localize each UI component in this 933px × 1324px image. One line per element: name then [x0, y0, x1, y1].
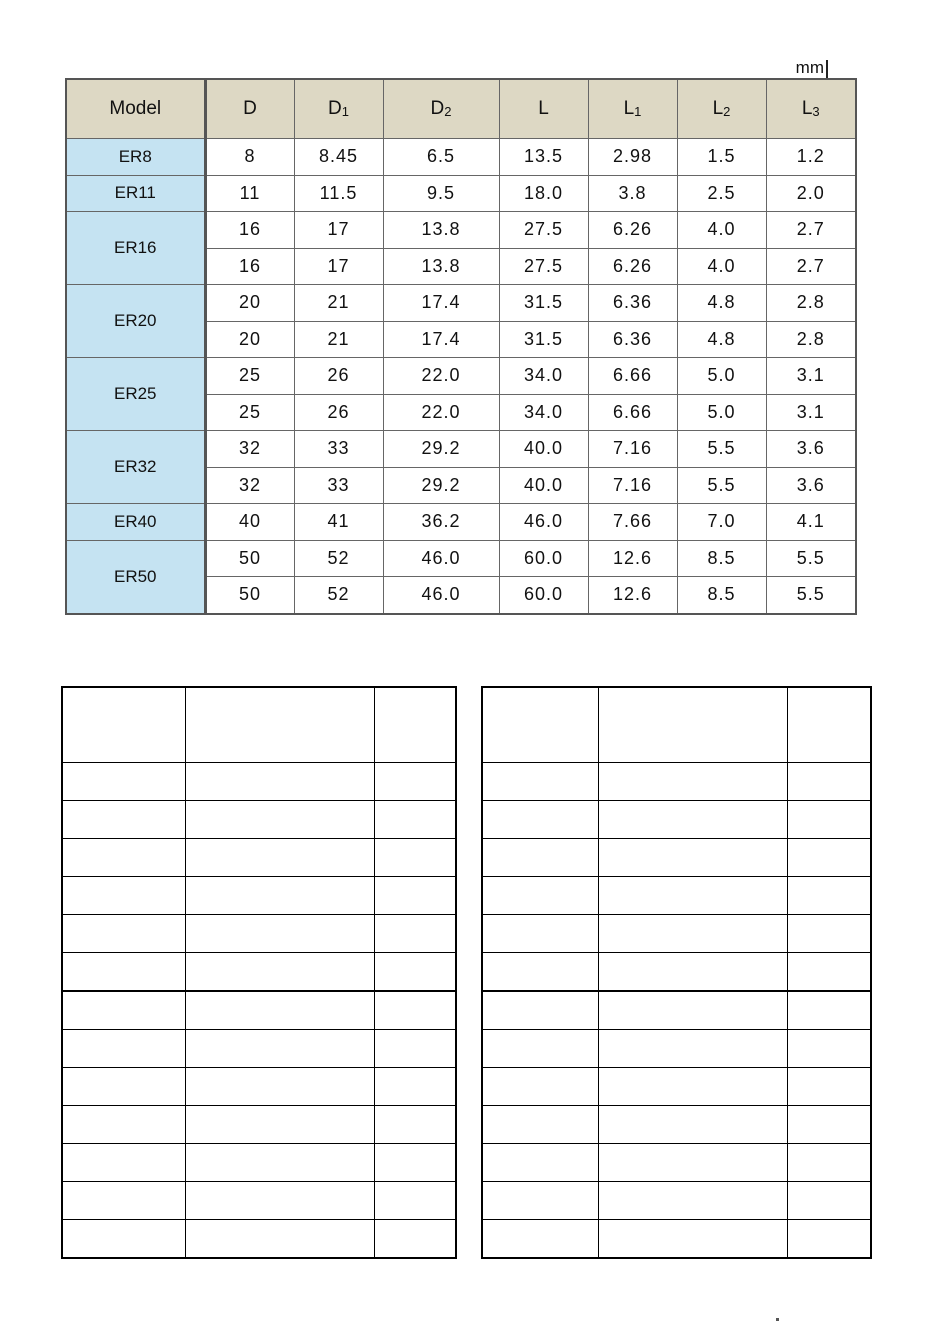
value-cell: 6.5	[383, 139, 499, 176]
value-cell: 46.0	[383, 577, 499, 614]
blank-cell	[598, 877, 787, 915]
model-cell: ER50	[66, 540, 205, 614]
blank-row	[62, 839, 456, 877]
value-cell: 33	[294, 431, 383, 468]
blank-cell	[598, 1144, 787, 1182]
value-cell: 3.6	[766, 431, 856, 468]
value-cell: 13.8	[383, 212, 499, 249]
spec-table-body	[66, 139, 856, 614]
blank-cell	[482, 1106, 598, 1144]
value-cell: 3.1	[766, 394, 856, 431]
blank-cell	[185, 877, 374, 915]
value-cell: 6.26	[588, 248, 677, 285]
blank-cell	[185, 1106, 374, 1144]
model-cell: ER20	[66, 285, 205, 358]
blank-form-table-right	[481, 686, 872, 1259]
blank-cell	[62, 991, 185, 1030]
value-cell: 2.98	[588, 139, 677, 176]
blank-cell	[62, 1182, 185, 1220]
blank-cell	[482, 915, 598, 953]
value-cell: 34.0	[499, 394, 588, 431]
blank-cell	[482, 801, 598, 839]
value-cell: 50	[205, 540, 294, 577]
blank-cell	[62, 1220, 185, 1259]
value-cell: 2.5	[677, 175, 766, 212]
blank-cell	[185, 1144, 374, 1182]
value-cell: 4.8	[677, 321, 766, 358]
value-cell: 17	[294, 212, 383, 249]
blank-cell	[787, 801, 871, 839]
value-cell: 46.0	[383, 540, 499, 577]
blank-cell	[374, 687, 456, 763]
value-cell: 17	[294, 248, 383, 285]
value-cell: 1.2	[766, 139, 856, 176]
blank-cell	[62, 801, 185, 839]
value-cell: 17.4	[383, 321, 499, 358]
table-row	[66, 540, 856, 577]
value-cell: 9.5	[383, 175, 499, 212]
value-cell: 40	[205, 504, 294, 541]
blank-cell	[598, 915, 787, 953]
value-cell: 6.66	[588, 394, 677, 431]
blank-row	[62, 1030, 456, 1068]
value-cell: 18.0	[499, 175, 588, 212]
value-cell: 3.6	[766, 467, 856, 504]
header-l: L	[499, 79, 588, 139]
value-cell: 25	[205, 394, 294, 431]
value-cell: 26	[294, 394, 383, 431]
blank-cell	[787, 1106, 871, 1144]
value-cell: 7.16	[588, 467, 677, 504]
blank-row	[482, 839, 871, 877]
blank-cell	[482, 1182, 598, 1220]
value-cell: 29.2	[383, 467, 499, 504]
blank-row	[62, 1144, 456, 1182]
value-cell: 6.36	[588, 285, 677, 322]
value-cell: 27.5	[499, 248, 588, 285]
table-row	[66, 358, 856, 395]
blank-cell	[787, 763, 871, 801]
blank-row	[482, 915, 871, 953]
value-cell: 32	[205, 431, 294, 468]
blank-cell	[598, 1068, 787, 1106]
blank-row	[62, 953, 456, 992]
model-cell: ER16	[66, 212, 205, 285]
blank-cell	[185, 1030, 374, 1068]
blank-cell	[185, 953, 374, 992]
value-cell: 4.1	[766, 504, 856, 541]
value-cell: 41	[294, 504, 383, 541]
blank-cell	[787, 1144, 871, 1182]
blank-cell	[787, 1220, 871, 1259]
blank-row	[62, 877, 456, 915]
blank-row	[482, 1068, 871, 1106]
model-cell: ER40	[66, 504, 205, 541]
value-cell: 5.0	[677, 394, 766, 431]
table-row	[66, 504, 856, 541]
blank-row	[482, 991, 871, 1030]
blank-row	[62, 1106, 456, 1144]
value-cell: 33	[294, 467, 383, 504]
blank-cell	[185, 1220, 374, 1259]
blank-cell	[787, 1068, 871, 1106]
value-cell: 16	[205, 212, 294, 249]
value-cell: 8.5	[677, 577, 766, 614]
value-cell: 4.0	[677, 212, 766, 249]
header-row	[66, 79, 856, 139]
value-cell: 29.2	[383, 431, 499, 468]
blank-row	[482, 763, 871, 801]
blank-cell	[482, 1220, 598, 1259]
blank-cell	[185, 1182, 374, 1220]
value-cell: 5.5	[766, 577, 856, 614]
blank-cell	[598, 763, 787, 801]
blank-row	[62, 1068, 456, 1106]
header-l1: L1	[588, 79, 677, 139]
value-cell: 13.8	[383, 248, 499, 285]
blank-cell	[374, 1068, 456, 1106]
value-cell: 12.6	[588, 540, 677, 577]
blank-cell	[482, 1030, 598, 1068]
header-d1: D1	[294, 79, 383, 139]
blank-cell	[482, 877, 598, 915]
value-cell: 40.0	[499, 467, 588, 504]
blank-cell	[482, 687, 598, 763]
blank-cell	[62, 915, 185, 953]
blank-row	[62, 915, 456, 953]
value-cell: 60.0	[499, 577, 588, 614]
value-cell: 5.5	[677, 431, 766, 468]
value-cell: 20	[205, 285, 294, 322]
value-cell: 17.4	[383, 285, 499, 322]
blank-cell	[598, 687, 787, 763]
blank-cell	[482, 839, 598, 877]
header-model: Model	[66, 79, 205, 139]
blank-cell	[62, 953, 185, 992]
value-cell: 3.8	[588, 175, 677, 212]
value-cell: 52	[294, 540, 383, 577]
blank-cell	[374, 1220, 456, 1259]
blank-cell	[598, 991, 787, 1030]
value-cell: 8	[205, 139, 294, 176]
value-cell: 6.26	[588, 212, 677, 249]
value-cell: 60.0	[499, 540, 588, 577]
page-mark	[776, 1318, 779, 1321]
blank-cell	[185, 763, 374, 801]
value-cell: 2.7	[766, 248, 856, 285]
blank-cell	[62, 687, 185, 763]
blank-cell	[598, 1182, 787, 1220]
blank-cell	[598, 953, 787, 992]
value-cell: 27.5	[499, 212, 588, 249]
value-cell: 2.8	[766, 321, 856, 358]
value-cell: 6.66	[588, 358, 677, 395]
blank-row	[482, 1182, 871, 1220]
value-cell: 4.0	[677, 248, 766, 285]
value-cell: 50	[205, 577, 294, 614]
value-cell: 21	[294, 321, 383, 358]
table-row	[66, 285, 856, 322]
blank-cell	[482, 991, 598, 1030]
blank-row	[62, 1182, 456, 1220]
header-d: D	[205, 79, 294, 139]
blank-cell	[374, 839, 456, 877]
value-cell: 31.5	[499, 321, 588, 358]
blank-cell	[598, 1220, 787, 1259]
blank-cell	[374, 877, 456, 915]
value-cell: 4.8	[677, 285, 766, 322]
blank-cell	[374, 1030, 456, 1068]
blank-cell	[787, 687, 871, 763]
value-cell: 5.5	[677, 467, 766, 504]
blank-cell	[62, 1068, 185, 1106]
value-cell: 7.66	[588, 504, 677, 541]
blank-row	[482, 1030, 871, 1068]
blank-cell	[787, 953, 871, 992]
value-cell: 52	[294, 577, 383, 614]
value-cell: 40.0	[499, 431, 588, 468]
blank-cell	[787, 1182, 871, 1220]
value-cell: 7.16	[588, 431, 677, 468]
blank-row	[62, 763, 456, 801]
blank-cell	[185, 839, 374, 877]
value-cell: 16	[205, 248, 294, 285]
blank-cell	[374, 991, 456, 1030]
value-cell: 1.5	[677, 139, 766, 176]
blank-cell	[374, 1182, 456, 1220]
blank-cell	[374, 915, 456, 953]
value-cell: 11.5	[294, 175, 383, 212]
header-l3: L3	[766, 79, 856, 139]
value-cell: 26	[294, 358, 383, 395]
blank-cell	[185, 915, 374, 953]
value-cell: 6.36	[588, 321, 677, 358]
blank-cell	[787, 991, 871, 1030]
value-cell: 20	[205, 321, 294, 358]
table-row	[66, 139, 856, 176]
blank-cell	[374, 1144, 456, 1182]
blank-form-table-left	[61, 686, 457, 1259]
value-cell: 2.7	[766, 212, 856, 249]
table-row	[66, 212, 856, 249]
value-cell: 13.5	[499, 139, 588, 176]
blank-cell	[598, 839, 787, 877]
value-cell: 25	[205, 358, 294, 395]
value-cell: 31.5	[499, 285, 588, 322]
blank-cell	[374, 953, 456, 992]
blank-cell	[62, 763, 185, 801]
blank-cell	[787, 877, 871, 915]
blank-row	[62, 801, 456, 839]
collet-spec-table	[65, 78, 857, 615]
blank-cell	[598, 1106, 787, 1144]
blank-cell	[482, 1144, 598, 1182]
value-cell: 22.0	[383, 358, 499, 395]
value-cell: 36.2	[383, 504, 499, 541]
blank-cell	[482, 763, 598, 801]
model-cell: ER11	[66, 175, 205, 212]
blank-cell	[62, 1106, 185, 1144]
blank-cell	[787, 915, 871, 953]
blank-cell	[62, 1144, 185, 1182]
value-cell: 34.0	[499, 358, 588, 395]
blank-header-row	[62, 687, 456, 763]
blank-cell	[374, 1106, 456, 1144]
model-cell: ER8	[66, 139, 205, 176]
value-cell: 46.0	[499, 504, 588, 541]
blank-cell	[787, 839, 871, 877]
value-cell: 22.0	[383, 394, 499, 431]
value-cell: 12.6	[588, 577, 677, 614]
blank-row	[482, 953, 871, 992]
value-cell: 5.0	[677, 358, 766, 395]
value-cell: 2.0	[766, 175, 856, 212]
table-row	[66, 175, 856, 212]
blank-row	[482, 1106, 871, 1144]
blank-cell	[185, 991, 374, 1030]
value-cell: 5.5	[766, 540, 856, 577]
blank-cell	[482, 1068, 598, 1106]
table-row	[66, 431, 856, 468]
header-d2: D2	[383, 79, 499, 139]
blank-header-row	[482, 687, 871, 763]
blank-row	[62, 1220, 456, 1259]
blank-row	[482, 877, 871, 915]
value-cell: 11	[205, 175, 294, 212]
blank-row	[482, 801, 871, 839]
blank-cell	[185, 801, 374, 839]
value-cell: 8.5	[677, 540, 766, 577]
blank-row	[482, 1220, 871, 1259]
blank-row	[62, 991, 456, 1030]
model-cell: ER32	[66, 431, 205, 504]
blank-cell	[185, 1068, 374, 1106]
value-cell: 8.45	[294, 139, 383, 176]
value-cell: 3.1	[766, 358, 856, 395]
unit-label: mm	[795, 58, 824, 77]
blank-cell	[787, 1030, 871, 1068]
blank-cell	[598, 801, 787, 839]
blank-cell	[62, 877, 185, 915]
value-cell: 32	[205, 467, 294, 504]
value-cell: 2.8	[766, 285, 856, 322]
blank-cell	[482, 953, 598, 992]
blank-cell	[62, 839, 185, 877]
model-cell: ER25	[66, 358, 205, 431]
value-cell: 21	[294, 285, 383, 322]
blank-row	[482, 1144, 871, 1182]
blank-cell	[62, 1030, 185, 1068]
blank-cell	[374, 801, 456, 839]
header-l2: L2	[677, 79, 766, 139]
value-cell: 7.0	[677, 504, 766, 541]
blank-cell	[374, 763, 456, 801]
blank-cell	[598, 1030, 787, 1068]
blank-cell	[185, 687, 374, 763]
